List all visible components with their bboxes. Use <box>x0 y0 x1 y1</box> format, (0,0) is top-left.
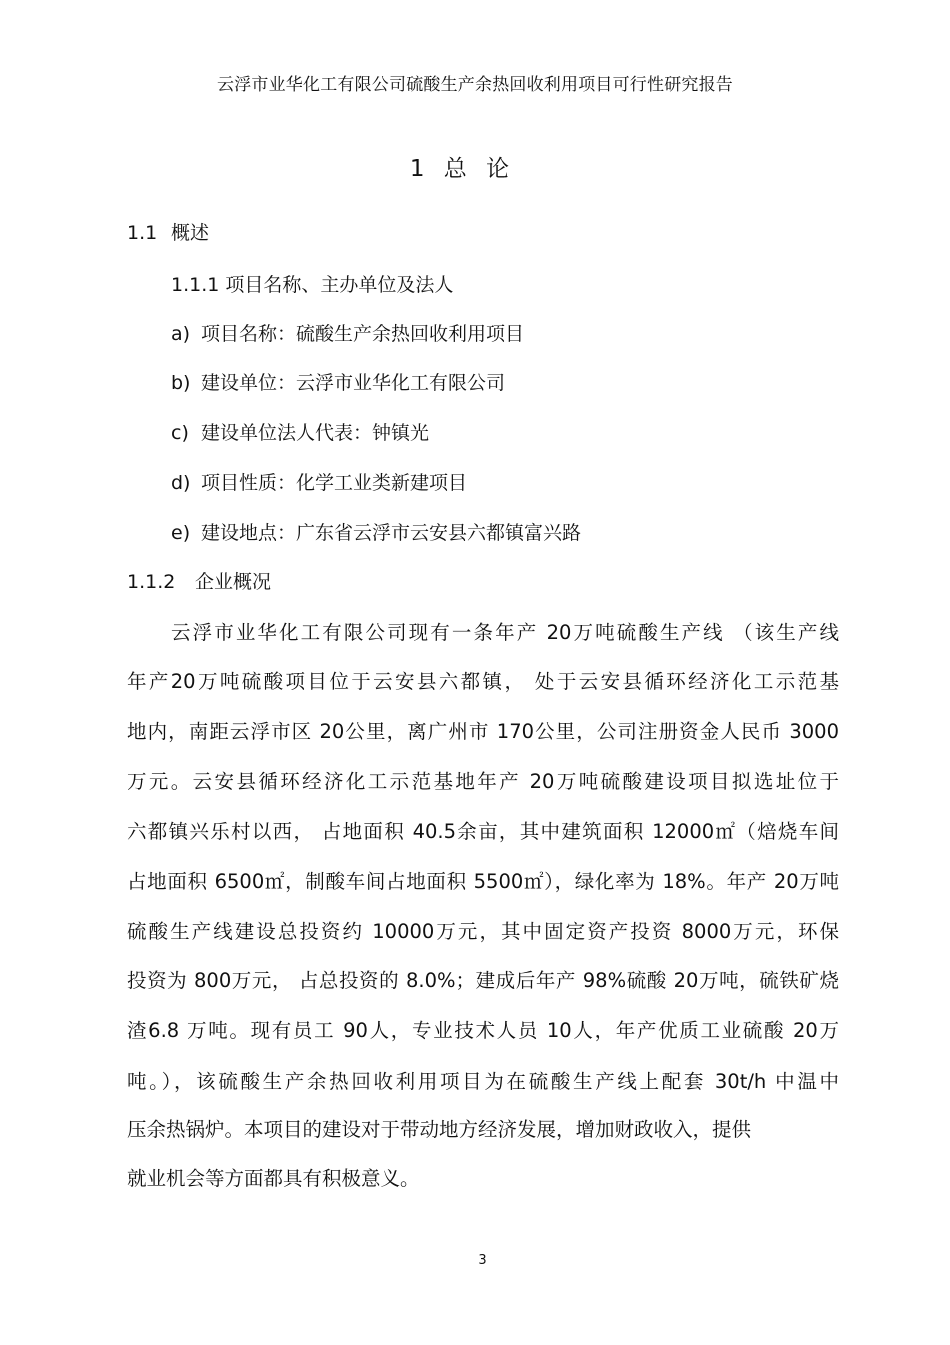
page-number: 3 <box>478 1253 487 1268</box>
list-item-text: 建设单位：云浮市业华化工有限公司 <box>201 372 506 394</box>
section-1-1-heading <box>127 218 209 245</box>
section-title: 企业概况 <box>195 571 272 593</box>
list-item <box>171 468 467 495</box>
list-item <box>171 319 524 346</box>
list-item <box>171 368 505 395</box>
list-item <box>171 518 581 545</box>
section-number: 1.1.2 <box>127 571 176 593</box>
list-item-text: 项目性质：化学工业类新建项目 <box>201 472 468 494</box>
section-number: 1.1 <box>127 222 158 244</box>
list-item-key: a) <box>171 323 191 345</box>
list-item-text: 项目名称：硫酸生产余热回收利用项目 <box>201 323 525 345</box>
paragraph-line: 渣6.8 万吨。现有员工 90人，专业技术人员 10人，年产优质工业硫酸 20万 <box>127 1019 839 1042</box>
list-item-key: b) <box>171 372 191 394</box>
paragraph-line: 六都镇兴乐村以西， 占地面积 40.5余亩，其中建筑面积 12000㎡（焙烧车间 <box>127 820 839 843</box>
section-title: 概述 <box>171 222 210 244</box>
paragraph-line: 压余热锅炉。本项目的建设对于带动地方经济发展，增加财政收入，提供 <box>127 1118 752 1141</box>
paragraph-line: 占地面积 6500㎡，制酸车间占地面积 5500㎡），绿化率为 18%。年产 20万吨 <box>127 870 839 893</box>
list-item-key: d) <box>171 472 191 494</box>
paragraph-line: 投资为 800万元， 占总投资的 8.0%；建成后年产 98%硫酸 20万吨，硫铁矿烧 <box>127 969 839 992</box>
list-item-key: e) <box>171 522 191 544</box>
chapter-title: 1 总 论 <box>409 156 516 182</box>
subsection-1-1-1-heading: 1.1.1 项目名称、主办单位及法人 <box>171 274 454 296</box>
paragraph-line: 硫酸生产线建设总投资约 10000万元，其中固定资产投资 8000万元，环保 <box>127 920 839 943</box>
paragraph-line: 万元。云安县循环经济化工示范基地年产 20万吨硫酸建设项目拟选址位于 <box>127 770 839 793</box>
list-item-key: c) <box>171 422 189 444</box>
list-item-text: 建设单位法人代表：钟镇光 <box>201 422 430 444</box>
paragraph-line: 就业机会等方面都具有积极意义。 <box>127 1167 420 1190</box>
section-1-1-2-heading <box>127 567 271 594</box>
list-item <box>171 418 429 445</box>
list-item-text: 建设地点：广东省云浮市云安县六都镇富兴路 <box>201 522 582 544</box>
paragraph-line: 年产20万吨硫酸项目位于云安县六都镇， 处于云安县循环经济化工示范基 <box>127 670 839 693</box>
running-header: 云浮市业华化工有限公司硫酸生产余热回收利用项目可行性研究报告 <box>217 75 733 95</box>
paragraph-line: 云浮市业华化工有限公司现有一条年产 20万吨硫酸生产线 （该生产线 <box>171 621 839 644</box>
paragraph-line: 吨。），该硫酸生产余热回收利用项目为在硫酸生产线上配套 30t/h 中温中 <box>127 1070 839 1093</box>
paragraph-line: 地内，南距云浮市区 20公里，离广州市 170公里，公司注册资金人民币 3000 <box>127 720 839 743</box>
